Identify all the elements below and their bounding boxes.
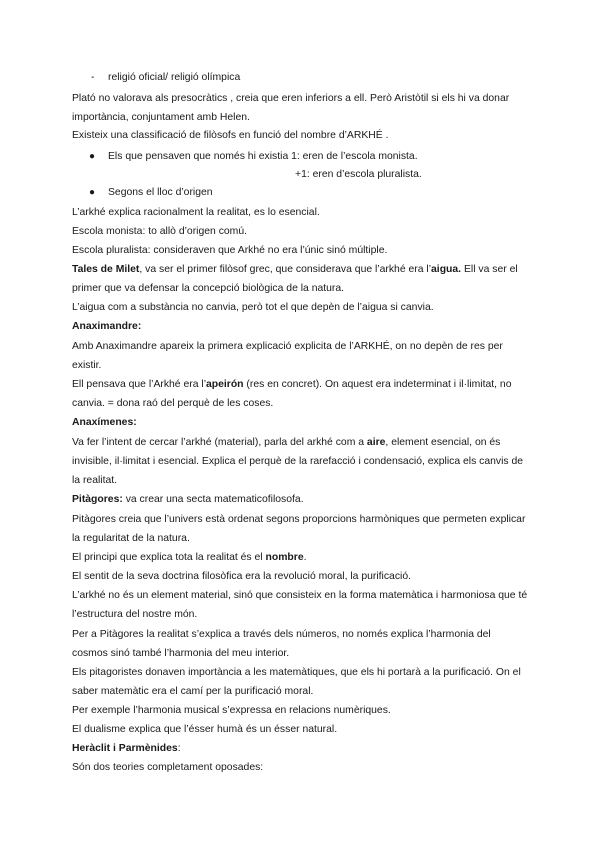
paragraph-line: Escola pluralista: consideraven que Arkhé no era l’únic sinó múltiple.	[72, 245, 388, 256]
dash-marker: -	[91, 72, 95, 83]
paragraph-line: Existeix una classificació de filòsofs en funció del nombre d’ARKHÉ .	[72, 130, 389, 141]
bold-term: nombre	[265, 552, 304, 563]
paragraph-line: Per a Pitàgores la realitat s’explica a través dels números, no només explica l’harmonia del	[72, 629, 491, 640]
paragraph-line: importància, conjuntament amb Helen.	[72, 112, 250, 123]
paragraph-line: Per exemple l’harmonia musical s’expressa en relacions numèriques.	[72, 705, 391, 716]
bold-term: aigua.	[431, 264, 462, 275]
paragraph-line: Escola monista: to allò d’origen comú.	[72, 226, 247, 237]
bold-term: Tales de Milet	[72, 264, 140, 275]
paragraph-line: El sentit de la seva doctrina filosòfica era la revolució moral, la purificació.	[72, 571, 412, 582]
section-heading: Anaxímenes:	[72, 417, 137, 428]
paragraph-line: Són dos teories completament oposades:	[72, 762, 264, 773]
list-item: Segons el lloc d’origen	[108, 187, 213, 198]
paragraph-line: El principi que explica tota la realitat és el nombre.	[72, 552, 307, 563]
list-item-continuation: +1: eren d’escola pluralista.	[295, 169, 422, 180]
bold-term: aire	[366, 437, 386, 448]
paragraph-line: la realitat.	[72, 475, 118, 486]
paragraph-line: la regularitat de la natura.	[72, 533, 190, 544]
paragraph-line: Va fer l’intent de cercar l’arkhé (material), parla del arkhé com a aire, element esencial, on és	[72, 437, 501, 448]
paragraph-line: El dualisme explica que l’ésser humà és un ésser natural.	[72, 724, 338, 735]
paragraph-line: L’aigua com a substància no canvia, però tot el que depèn de l’aigua si canvia.	[72, 302, 434, 313]
bold-term: apeirón	[206, 379, 244, 390]
section-heading: Anaximandre:	[72, 321, 142, 332]
bullet-marker: ●	[89, 151, 96, 162]
paragraph-line: cosmos sinó també l’harmonia del meu interior.	[72, 648, 290, 659]
list-item: religió oficial/ religió olímpica	[108, 72, 241, 83]
paragraph-line: Els pitagoristes donaven importància a les matemàtiques, que els hi portarà a la purificació. On el	[72, 667, 521, 678]
section-heading: Pitàgores: va crear una secta matematicofilosofa.	[72, 494, 304, 505]
list-item: Els que pensaven que només hi existia 1: eren de l’escola monista.	[108, 151, 418, 162]
paragraph-line: L’arkhé explica racionalment la realitat, es lo esencial.	[72, 207, 320, 218]
paragraph-line: Pitàgores creia que l’univers està ordenat segons proporcions harmòniques que permeten explicar	[72, 514, 526, 525]
section-heading: Heràclit i Parmènides:	[72, 743, 181, 754]
paragraph-line: Ell pensava que l’Arkhé era l’apeirón (res en concret). On aquest era indeterminat i il·limitat, no	[72, 379, 512, 390]
bullet-marker: ●	[89, 187, 96, 198]
paragraph-line: l’estructura del nostre món.	[72, 609, 198, 620]
paragraph-line: primer que va defensar la concepció biològica de la natura.	[72, 283, 345, 294]
paragraph-line: Tales de Milet, va ser el primer filòsof grec, que considerava que l’arkhé era l’aigua. Ell va ser el	[72, 264, 518, 275]
paragraph-line: canvia. = dona raó del perquè de les coses.	[72, 398, 274, 409]
paragraph-line: existir.	[72, 360, 102, 371]
paragraph-line: Plató no valorava als presocràtics , creia que eren inferiors a ell. Però Aristòtil si els hi va donar	[72, 93, 510, 104]
paragraph-line: invisible, il·limitat i esencial. Explica el perquè de la rarefacció i condensació, explica els canvis de	[72, 456, 524, 467]
paragraph-line: L’arkhé no és un element material, sinó que consisteix en la forma matemàtica i harmoniosa que té	[72, 590, 528, 601]
paragraph-line: saber matemàtic era el camí per la purificació moral.	[72, 686, 314, 697]
paragraph-line: Amb Anaximandre apareix la primera explicació explicita de l’ARKHÉ, on no depèn de res per	[72, 341, 503, 352]
